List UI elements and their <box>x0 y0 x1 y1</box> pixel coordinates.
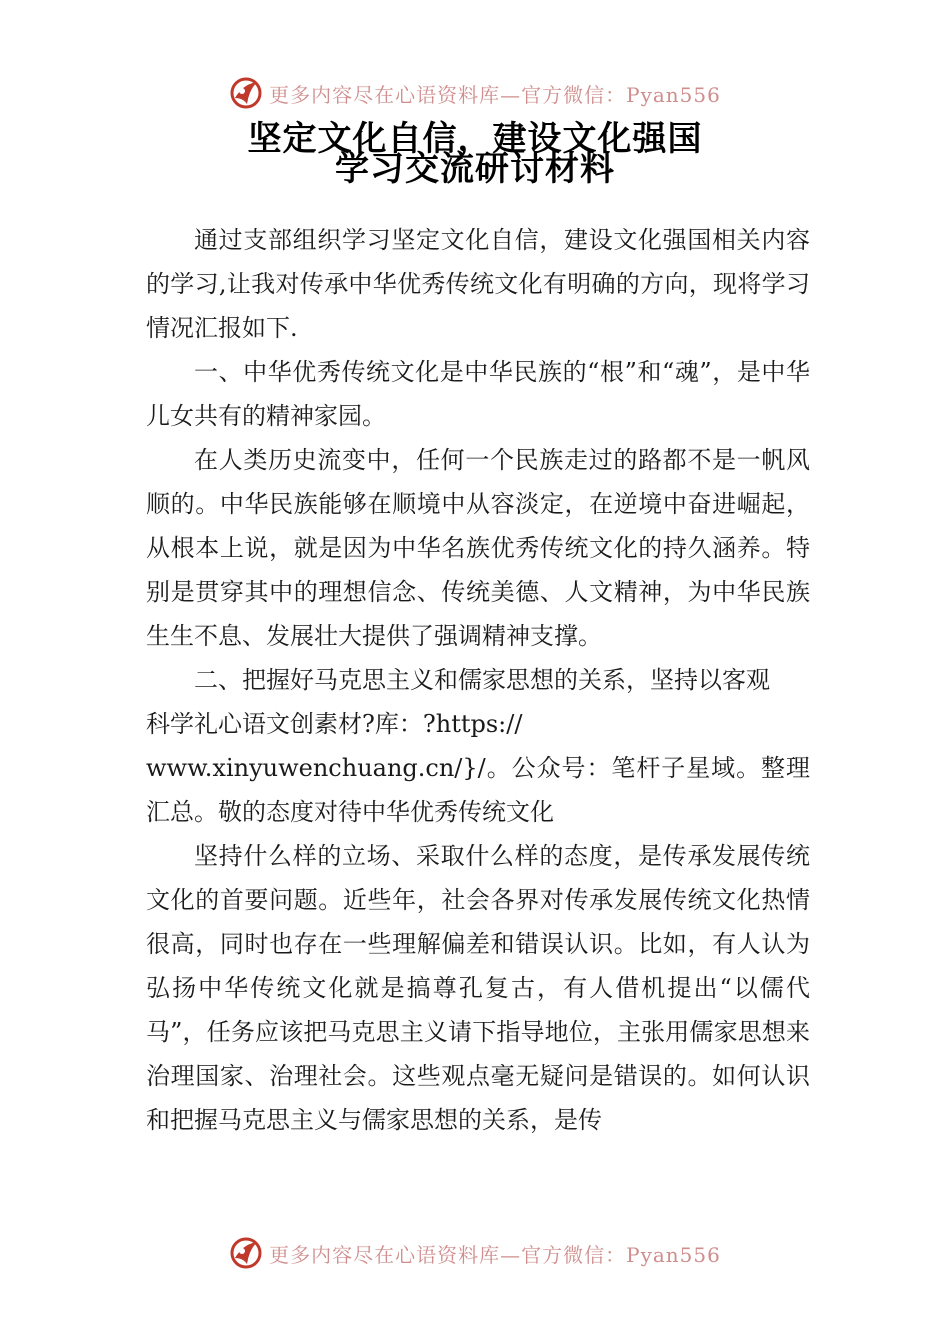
paragraph-3: 在人类历史流变中，任何一个民族走过的路都不是一帆风顺的。中华民族能够在顺境中从容淡定，在逆境中奋进崛起，从根本上说，就是因为中华名族优秀传统文化的持久涵养。特别是贯穿其中的理想信念、传统美德、人文精神，为中华民族生生不息、发展壮大提供了强调精神支撑。 <box>146 446 810 650</box>
header-banner <box>0 73 950 113</box>
document-title-line2: 学习交流研讨材料 <box>335 149 615 189</box>
document-title-line1: 坚定文化自信，建设文化强国 <box>247 119 703 159</box>
footer-banner <box>0 1233 950 1273</box>
logo-icon <box>229 76 263 110</box>
banner-text: 更多内容尽在心语资料库—官方微信：Pyan556 <box>269 82 721 107</box>
logo-icon <box>229 1236 263 1270</box>
paragraph-6: www.xinyuwenchuang.cn/}/。公众号：笔杆子星域。整理汇总。敬的态度对待中华优秀传统文化 <box>146 754 810 826</box>
paragraph-4: 二、把握好马克思主义和儒家思想的关系，坚持以客观 <box>194 666 770 694</box>
paragraph-5: 科学礼心语文创素材?库：?https:// <box>146 710 523 738</box>
document-body <box>146 218 810 1142</box>
paragraph-7: 坚持什么样的立场、采取什么样的态度，是传承发展传统文化的首要问题。近些年，社会各界对传承发展传统文化热情很高，同时也存在一些理解偏差和错误认识。比如，有人认为弘扬中华传统文化就是搞尊孔复古，有人借机提出“以儒代马”，任务应该把马克思主义请下指导地位，主张用儒家思想来治理国家、治理社会。这些观点毫无疑问是错误的。如何认识和把握马克思主义与儒家思想的关系，是传 <box>146 842 810 1134</box>
banner-text: 更多内容尽在心语资料库—官方微信：Pyan556 <box>269 1242 721 1267</box>
paragraph-2: 一、中华优秀传统文化是中华民族的“根”和“魂”，是中华儿女共有的精神家园。 <box>146 358 810 430</box>
paragraph-1: 通过支部组织学习坚定文化自信，建设文化强国相关内容的学习,让我对传承中华优秀传统文化有明确的方向，现将学习情况汇报如下. <box>146 226 810 342</box>
